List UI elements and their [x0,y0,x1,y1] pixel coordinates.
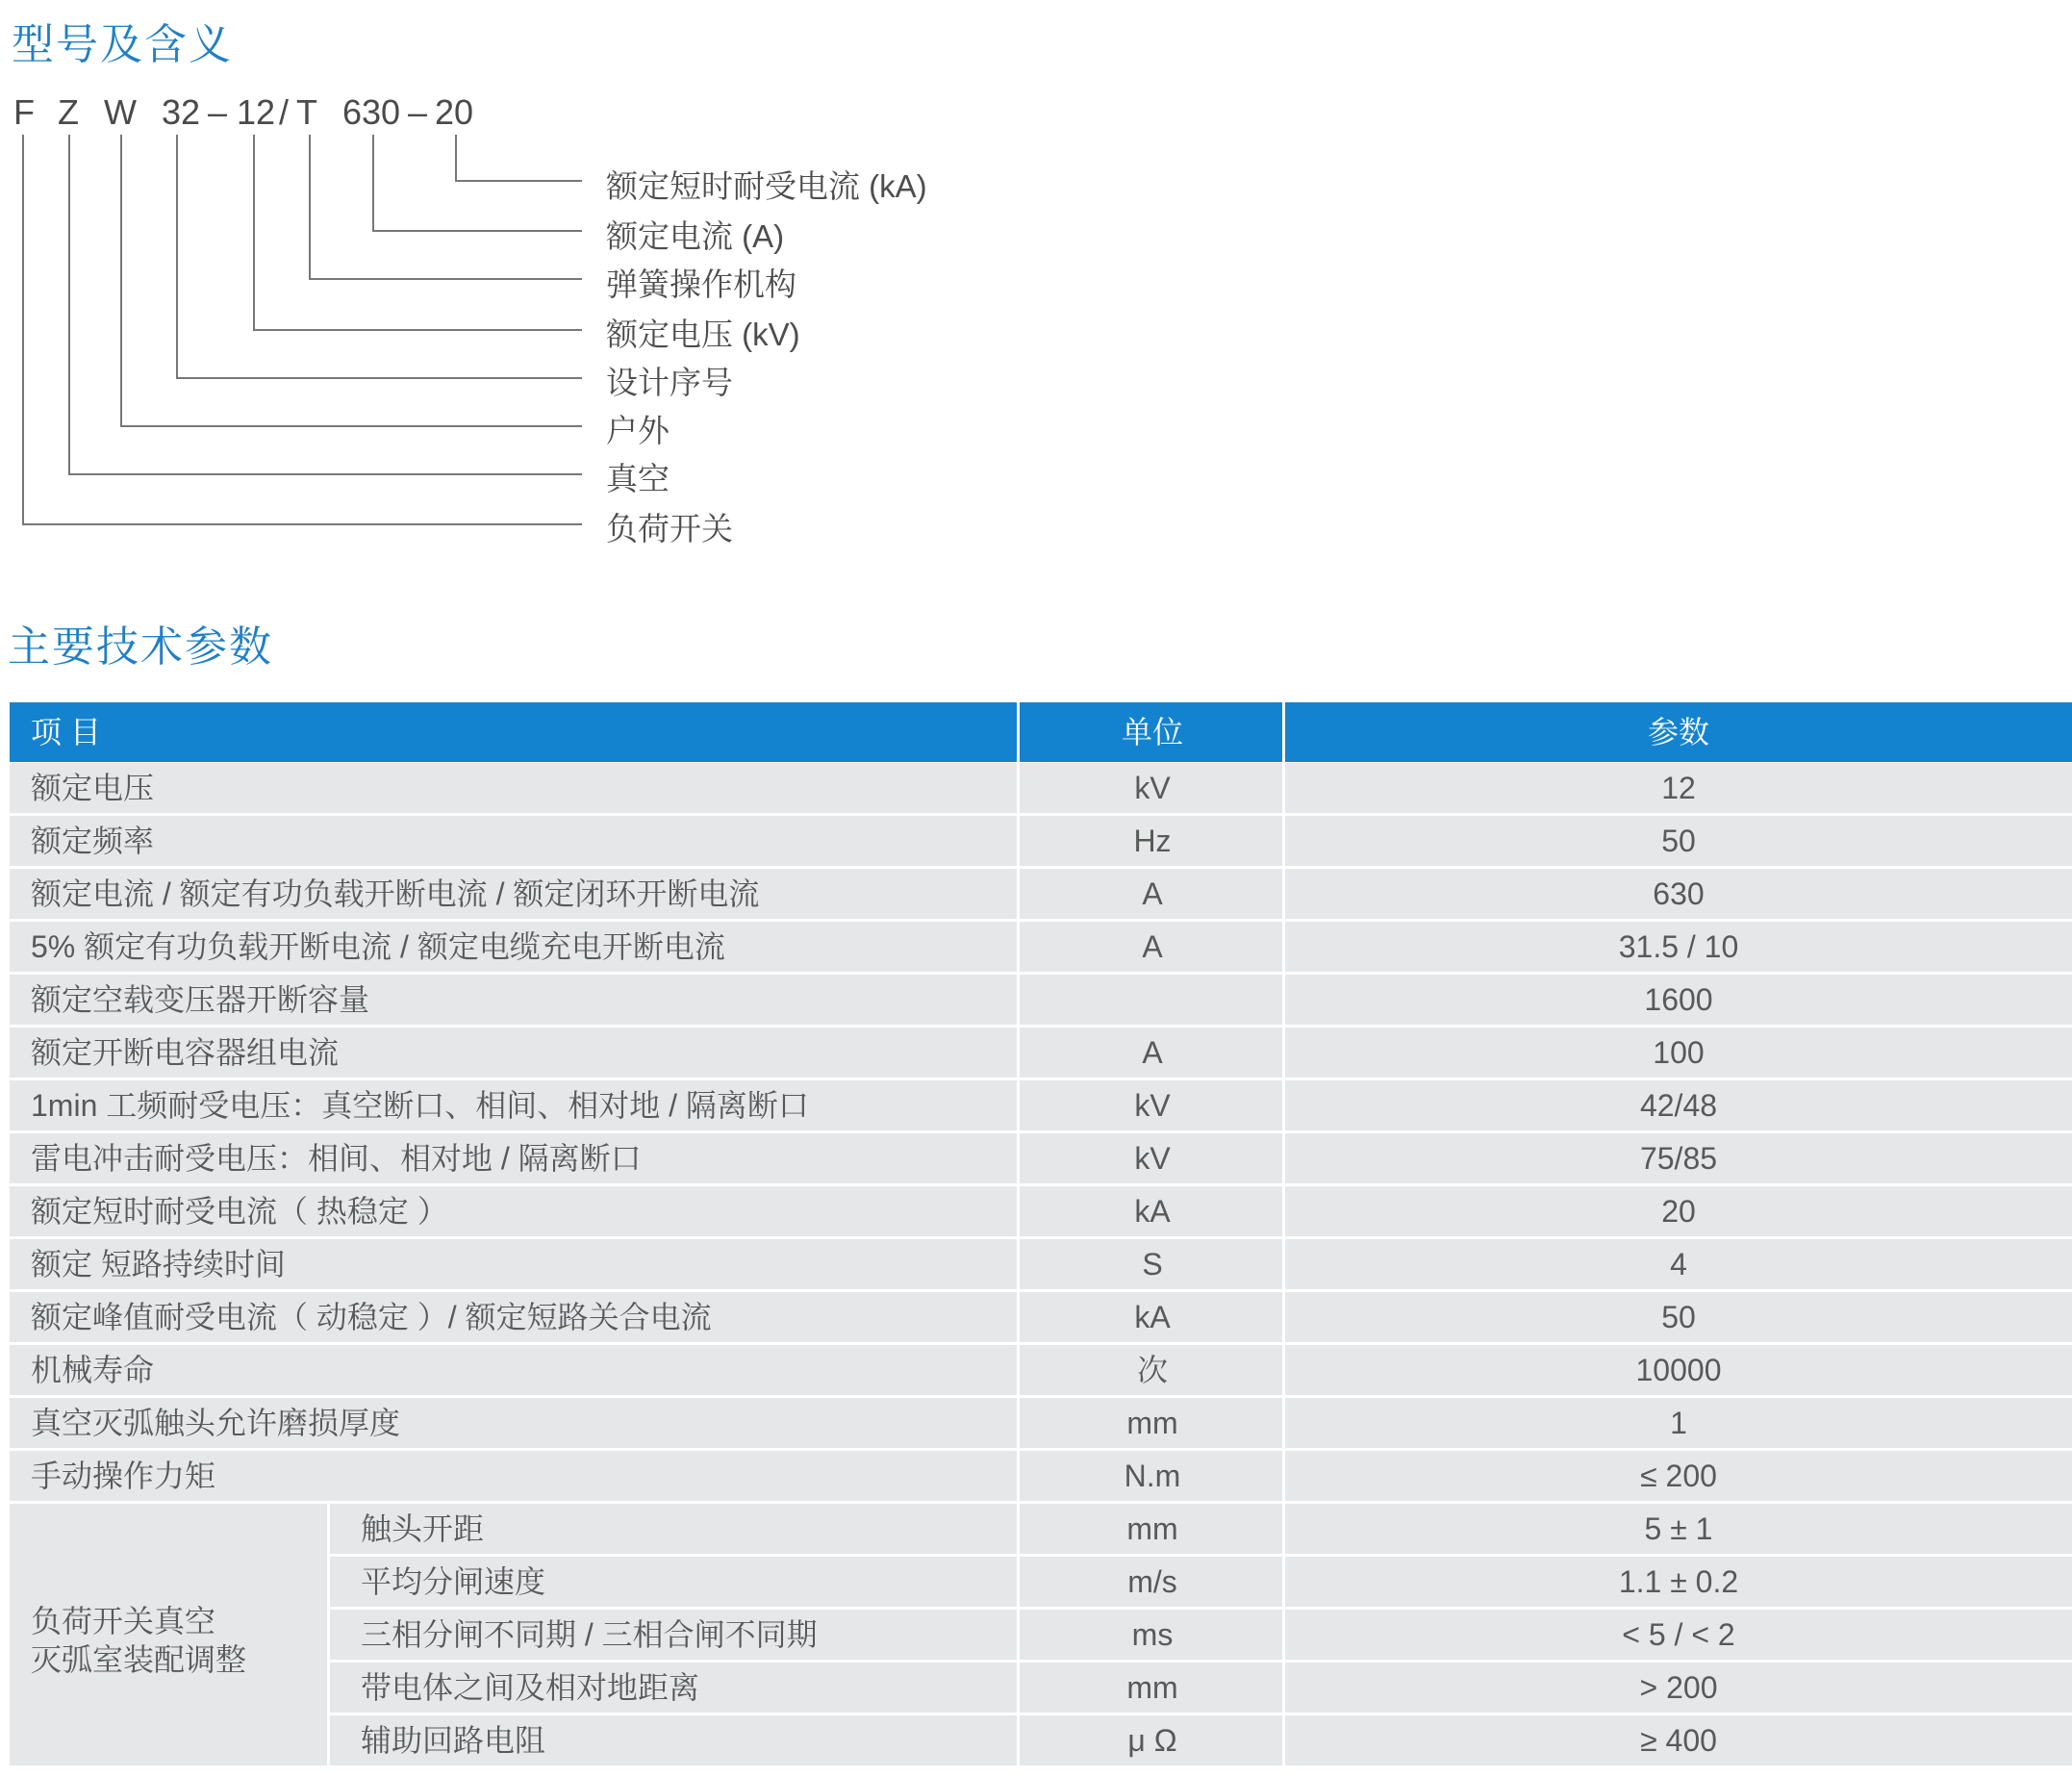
leader-line-mechanism [310,135,582,279]
row-item: 额定开断电容器组电流 [31,1035,340,1070]
row-value: 1600 [1644,982,1713,1017]
code-design-number: 32 [162,92,201,132]
code-voltage: 12 [237,92,276,132]
meaning-short-time-current: 额定短时耐受电流 (kA) [606,168,927,204]
group-label-line1: 负荷开关真空 [31,1604,216,1638]
table-row [10,1028,2072,1078]
table-row [330,1610,2072,1660]
row-item: 平均分闸速度 [361,1564,546,1599]
table-row [10,1345,2072,1395]
row-unit: ms [1131,1617,1174,1652]
code-dash: – [208,92,228,132]
code-slash: / [279,92,290,132]
row-value: ≤ 200 [1640,1459,1717,1493]
row-item: 额定电流 / 额定有功负载开断电流 / 额定闭环开断电流 [31,876,760,911]
model-section-title: 型号及含义 [12,21,233,68]
row-item: 雷电冲击耐受电压：相间、相对地 / 隔离断口 [31,1141,642,1176]
row-unit: kV [1134,1088,1171,1123]
row-unit: 次 [1136,1353,1168,1387]
table-header [10,702,2072,762]
row-value: 42/48 [1639,1088,1718,1123]
row-value: 5 ± 1 [1644,1511,1713,1546]
table-row [330,1557,2072,1607]
leader-line-z [69,135,582,474]
row-unit: m/s [1127,1564,1177,1599]
row-item: 额定空载变压器开断容量 [31,982,370,1017]
row-item: 额定 短路持续时间 [31,1247,286,1282]
meaning-spring-mechanism: 弹簧操作机构 [606,267,796,302]
column-divider [1017,702,1020,1765]
model-code-leader-lines [0,0,962,577]
code-letter-f: F [13,92,35,132]
row-value: 1 [1670,1406,1687,1440]
row-unit: kV [1134,771,1171,805]
params-section-title: 主要技术参数 [8,623,273,671]
table-row [10,1133,2072,1183]
code-current: 630 [342,92,401,132]
table-row [10,1451,2072,1501]
table-row [330,1663,2072,1713]
row-item: 真空灭弧触头允许磨损厚度 [31,1406,401,1440]
header-item: 项 目 [31,715,101,749]
header-value: 参数 [1647,715,1709,749]
table-row [10,1239,2072,1289]
meaning-vacuum: 真空 [606,461,670,496]
row-unit: mm [1126,1406,1178,1440]
row-unit: Hz [1133,824,1172,858]
meaning-rated-current: 额定电流 (A) [606,218,785,254]
leader-line-voltage [254,135,582,330]
table-row [330,1715,2072,1765]
row-value: 4 [1670,1247,1687,1282]
row-item: 机械寿命 [31,1353,155,1387]
row-unit: kA [1134,1300,1171,1334]
table-row [10,1186,2072,1236]
row-value: 75/85 [1639,1141,1718,1176]
row-unit: S [1142,1247,1163,1282]
row-item: 额定频率 [31,824,155,858]
table-row [10,922,2072,972]
table-row [10,869,2072,919]
column-divider [1282,702,1285,1765]
group-label-cell [10,1504,327,1765]
meaning-rated-voltage: 额定电压 (kV) [606,317,800,352]
table-row [10,763,2072,813]
row-value: > 200 [1639,1670,1718,1705]
row-unit: mm [1126,1511,1178,1546]
code-dash: – [408,92,428,132]
meaning-outdoor: 户外 [606,413,670,448]
row-item: 5% 额定有功负载开断电流 / 额定电缆充电开断电流 [31,929,725,964]
row-value: 100 [1653,1035,1705,1070]
row-value: 20 [1661,1194,1696,1229]
row-value: 10000 [1635,1353,1722,1387]
row-unit: mm [1126,1670,1178,1705]
row-unit: μ Ω [1127,1723,1177,1758]
row-value: 50 [1661,824,1696,858]
table-row [10,1398,2072,1448]
row-unit: kV [1134,1141,1171,1176]
leader-line-w [121,135,582,426]
row-item: 1min 工频耐受电压：真空断口、相间、相对地 / 隔离断口 [31,1088,809,1123]
row-value: ≥ 400 [1640,1723,1717,1758]
table-row [10,1292,2072,1342]
row-unit: kA [1134,1194,1171,1229]
row-unit: A [1142,876,1163,911]
group-label-line2: 灭弧室装配调整 [31,1642,247,1677]
row-value: 1.1 ± 0.2 [1618,1564,1739,1599]
row-item: 带电体之间及相对地距离 [361,1670,700,1705]
row-unit: N.m [1124,1459,1181,1493]
code-short-time: 20 [435,92,474,132]
row-item: 额定电压 [31,771,155,805]
row-unit: A [1142,1035,1163,1070]
row-unit: A [1142,929,1163,964]
code-letter-w: W [104,92,137,132]
row-item: 辅助回路电阻 [361,1723,546,1758]
table-row [10,975,2072,1025]
row-item: 额定峰值耐受电流（ 动稳定 ）/ 额定短路关合电流 [31,1300,712,1334]
leader-line-short-time [456,135,582,181]
leader-line-current [373,135,582,231]
table-row [10,1080,2072,1130]
row-value: 630 [1653,876,1705,911]
table-row [330,1504,2072,1554]
row-item: 三相分闸不同期 / 三相合闸不同期 [361,1617,818,1652]
row-value: 12 [1661,771,1696,805]
table-row [10,816,2072,866]
header-unit: 单位 [1121,715,1183,749]
code-mechanism: T [296,92,317,132]
row-value: 50 [1661,1300,1696,1334]
row-item: 额定短时耐受电流（ 热稳定 ） [31,1194,448,1229]
row-value: 31.5 / 10 [1618,929,1739,964]
code-letter-z: Z [58,92,79,132]
row-value: < 5 / < 2 [1622,1617,1735,1652]
row-item: 触头开距 [361,1511,485,1546]
leader-line-design [177,135,582,378]
meaning-design-number: 设计序号 [606,365,733,400]
row-item: 手动操作力矩 [31,1459,216,1493]
meaning-load-switch: 负荷开关 [606,511,733,546]
